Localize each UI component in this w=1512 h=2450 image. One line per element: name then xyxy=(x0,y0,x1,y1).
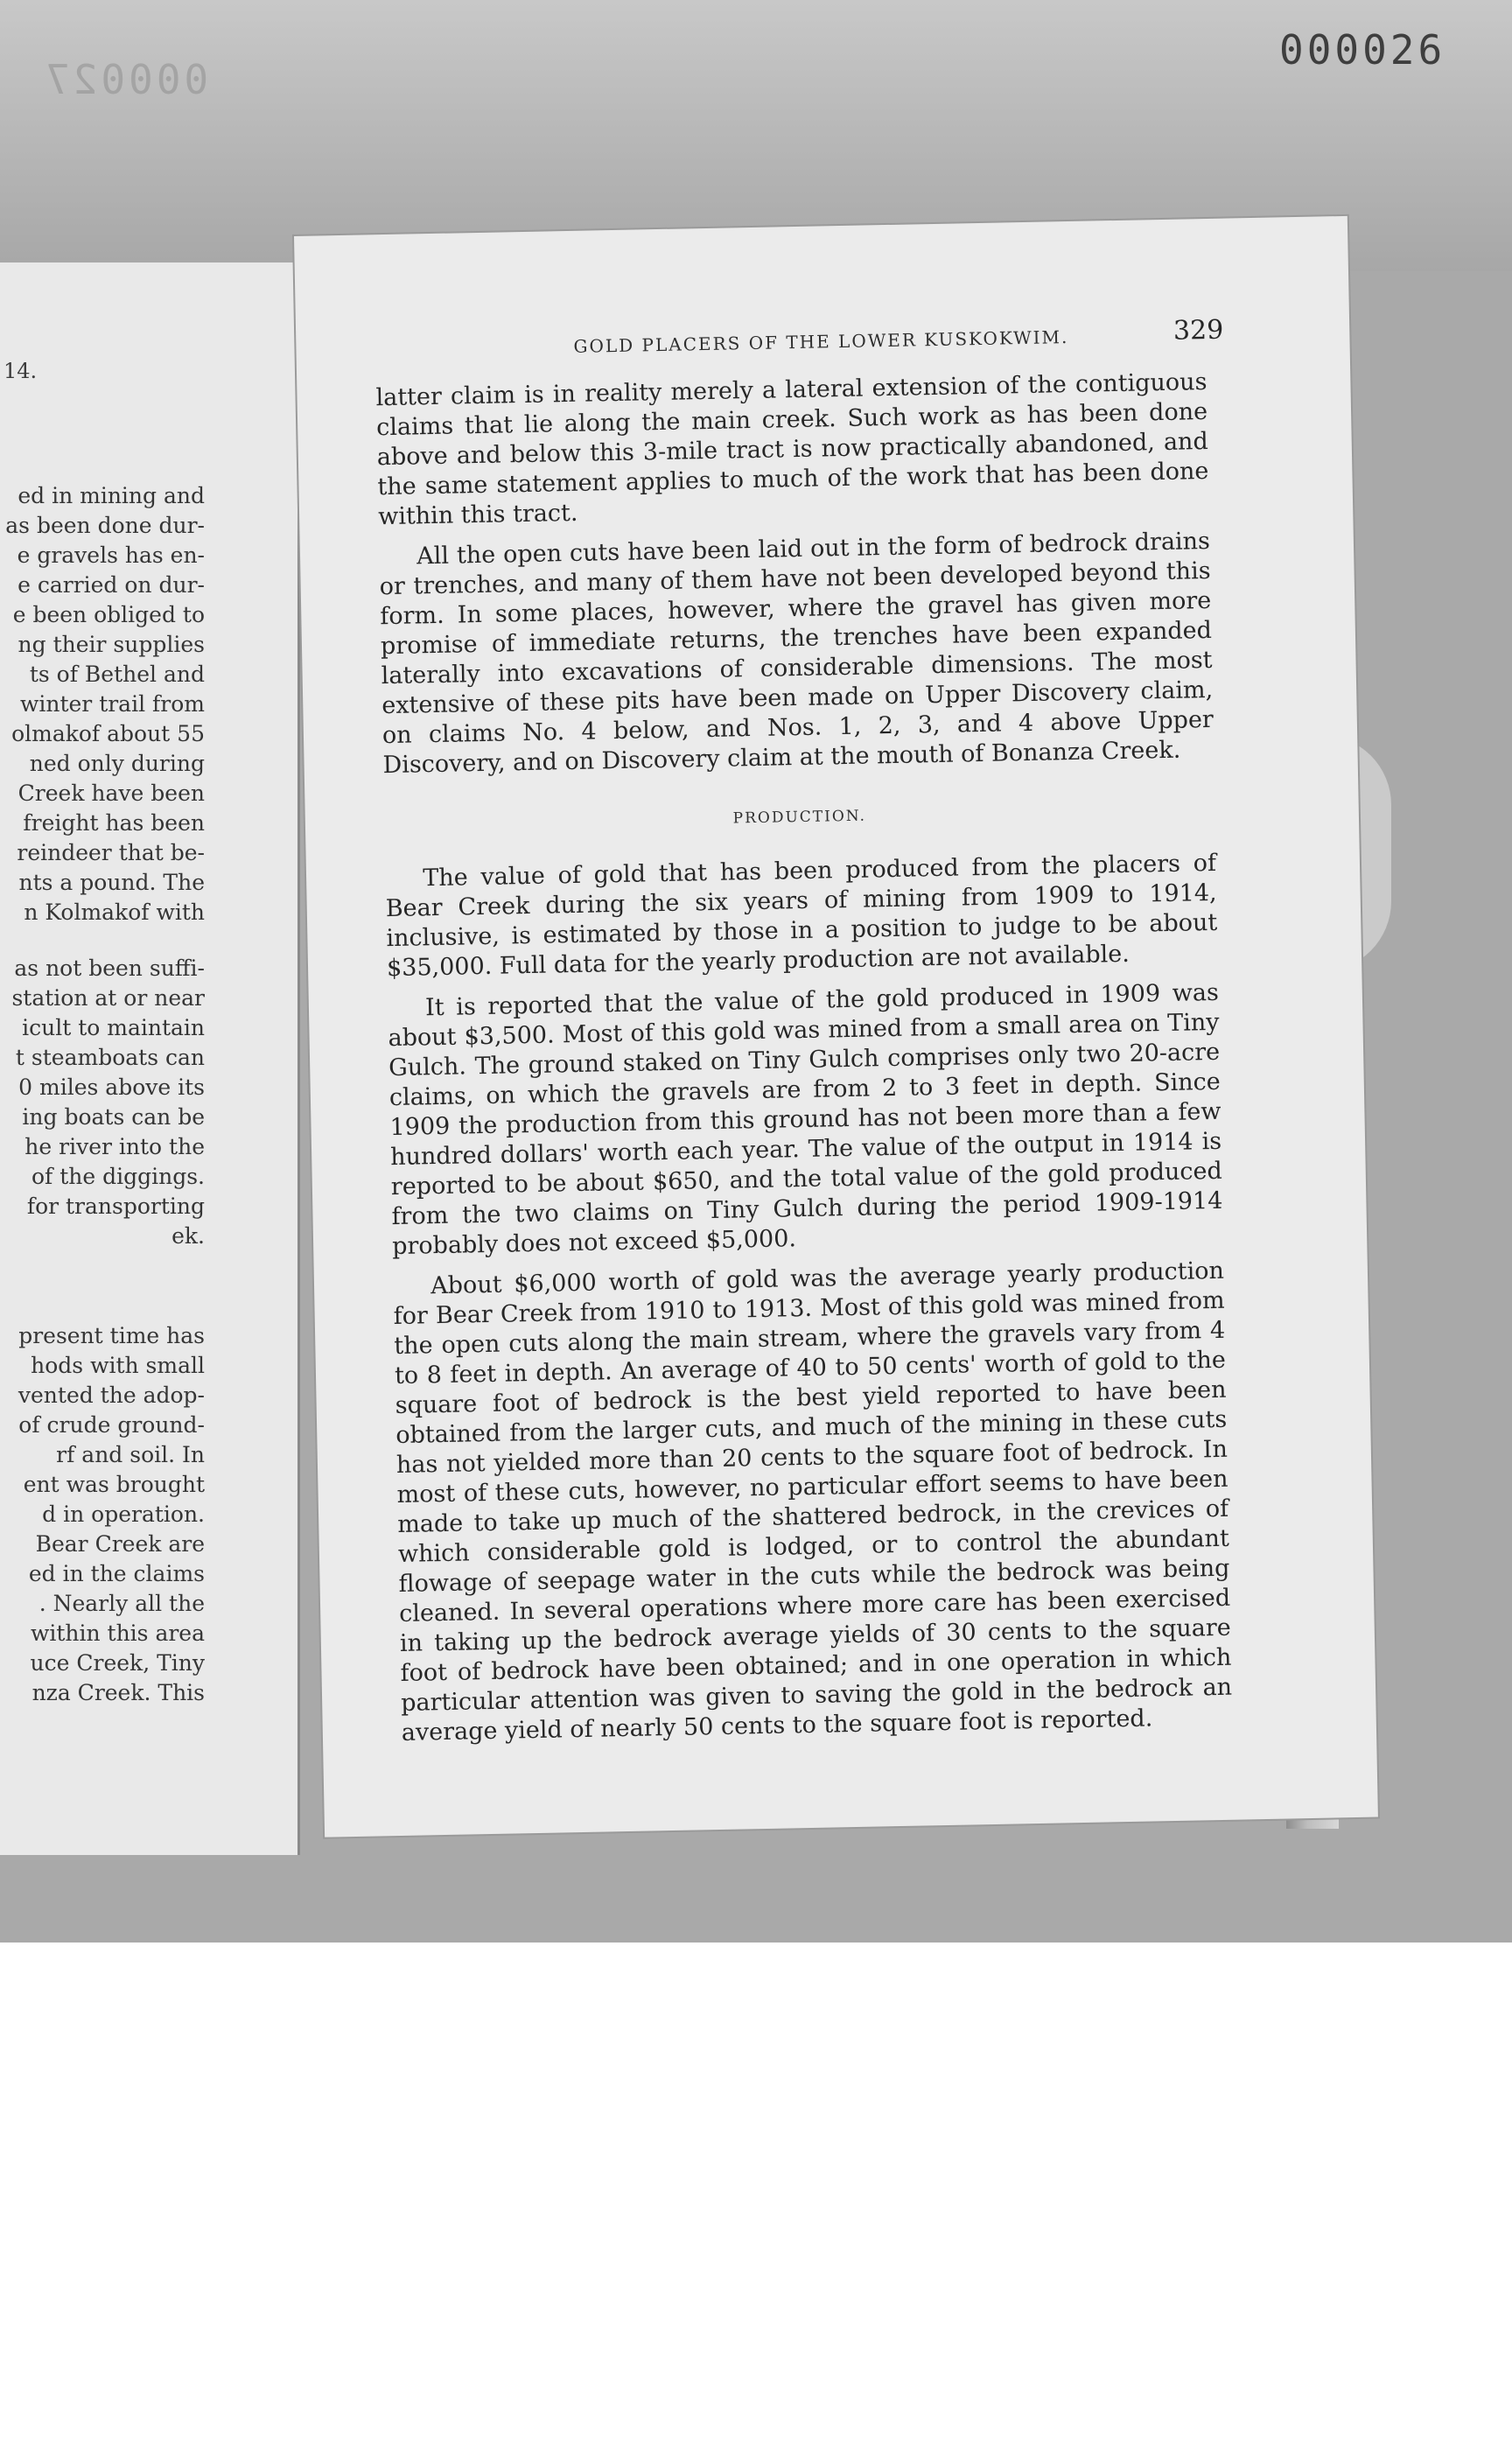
left-text-line: ek. xyxy=(172,1223,205,1249)
left-text-line: present time has xyxy=(18,1323,205,1348)
left-text-line: of crude ground- xyxy=(18,1412,205,1438)
left-page-number: 14. xyxy=(4,359,38,383)
left-text-block-2 xyxy=(0,954,205,1251)
left-text-line: Bear Creek are xyxy=(35,1531,205,1557)
left-text-line: freight has been xyxy=(23,810,205,836)
left-text-line: ent was brought xyxy=(23,1472,205,1497)
left-text-line: hods with small xyxy=(31,1353,205,1378)
paragraph: latter claim is in reality merely a lateral extension of the contiguous claims that lie along the main creek. Such work as has been done above and below this 3-mile tract is now practically abandoned, and the same statement applies to much of the work that has been done within this tract. xyxy=(375,368,1209,531)
paragraph: It is reported that the value of the gold produced in 1909 was about $3,500. Most of this gold was mined from a small area on Tiny Gulch. The ground staked on Tiny Gulch comprises only two 20-acre claims, on which the gravels are from 2 to 3 feet in depth. Since 1909 the production from this ground has not been more than a few hundred dollars' worth each year. The value of the output in 1914 is reported to be about $650, and the total value of the gold produced from the two claims on Tiny Gulch during the period 1909-1914 probably does not exceed $5,000. xyxy=(388,978,1223,1261)
left-text-line: t steamboats can xyxy=(15,1045,205,1070)
book-page xyxy=(294,216,1378,1838)
section-heading: PRODUCTION. xyxy=(732,807,867,828)
document-stamp-number: 000026 xyxy=(1279,26,1446,74)
left-text-line: n Kolmakof with xyxy=(24,900,205,925)
running-title: GOLD PLACERS OF THE LOWER KUSKOKWIM. xyxy=(573,326,1069,357)
left-text-line: ts of Bethel and xyxy=(29,662,205,687)
left-text-line: winter trail from xyxy=(19,691,205,717)
left-text-line: he river into the xyxy=(24,1134,205,1159)
previous-page-fragment xyxy=(0,262,300,1855)
left-text-block-3 xyxy=(0,1321,205,1708)
left-text-line: icult to maintain xyxy=(22,1015,205,1040)
left-text-line: ing boats can be xyxy=(22,1104,205,1130)
page-number: 329 xyxy=(1172,314,1224,346)
left-text-block-1 xyxy=(0,481,205,928)
left-text-line: nza Creek. This xyxy=(32,1680,205,1705)
left-text-line: rf and soil. In xyxy=(56,1442,205,1467)
left-text-line: as not been suffi- xyxy=(14,956,205,981)
paragraph: All the open cuts have been laid out in the form of bedrock drains or trenches, and many of them have not been developed beyond this form. In some places, however, where the gravel has given more promise of immediate returns, the trenches have been expanded laterally into excavations of considerable dimensions. The most extensive of these pits have been made on Upper Discovery claim, on claims No. 4 below, and Nos. 1, 2, 3, and 4 above Upper Discovery, and on Discovery claim at the mouth of Bonanza Creek. xyxy=(379,527,1214,780)
paragraph: About $6,000 worth of gold was the average yearly production for Bear Creek from 1910 to 1913. Most of this gold was mined from the open cuts along the main stream, where the gravels vary from 4 to 8 feet in depth. An average of 40 to 50 cents' worth of gold to the square foot of bedrock is the best yield reported to have been obtained from the larger cuts, and much of the mining in these cuts has not yielded more than 20 cents to the square foot of bedrock. In most of these cuts, however, no particular effort seems to have been made to take up much of the shattered bedrock, in the crevices of which considerable gold is lodged, or to control the abundant flowage of seepage water in the cuts while the bedrock was being cleaned. In several operations where more care has been exercised in taking up the bedrock average yields of 30 cents to the square foot of bedrock have been obtained; and in one operation in which particular attention was given to saving the gold in the bedrock an average yield of nearly 50 cents to the square foot is reported. xyxy=(393,1256,1233,1746)
left-text-line: station at or near xyxy=(11,985,205,1011)
paragraph: The value of gold that has been produced from the placers of Bear Creek during the six years of mining from 1909 to 1914, inclusive, is estimated by those in a position to judge to be about $35,000. Full data for the yearly production are not available. xyxy=(385,849,1218,983)
left-text-line: ed in mining and xyxy=(18,483,205,508)
left-text-line: d in operation. xyxy=(42,1502,205,1527)
left-text-line: for transporting xyxy=(26,1194,205,1219)
left-text-line: ng their supplies xyxy=(18,632,205,657)
left-text-line: e gravels has en- xyxy=(17,542,205,568)
body-text xyxy=(375,368,1233,1759)
left-text-line: e been obliged to xyxy=(12,602,205,627)
left-text-line: uce Creek, Tiny xyxy=(30,1650,205,1676)
left-text-line: . Nearly all the xyxy=(38,1591,205,1616)
left-text-line: as been done dur- xyxy=(5,513,205,538)
left-text-line: vented the adop- xyxy=(18,1382,205,1408)
left-text-line: olmakof about 55 xyxy=(11,721,205,746)
left-text-line: e carried on dur- xyxy=(18,572,205,598)
left-text-line: 0 miles above its xyxy=(18,1074,205,1100)
bleed-through-stamp: 000027 xyxy=(42,56,209,103)
left-text-line: Creek have been xyxy=(18,780,205,806)
left-text-line: ned only during xyxy=(29,751,205,776)
left-text-line: of the diggings. xyxy=(31,1164,205,1189)
running-head xyxy=(348,314,1294,375)
left-text-line: reindeer that be- xyxy=(17,840,205,865)
left-text-line: within this area xyxy=(30,1620,205,1646)
left-text-line: nts a pound. The xyxy=(18,870,205,895)
left-text-line: ed in the claims xyxy=(28,1561,205,1586)
